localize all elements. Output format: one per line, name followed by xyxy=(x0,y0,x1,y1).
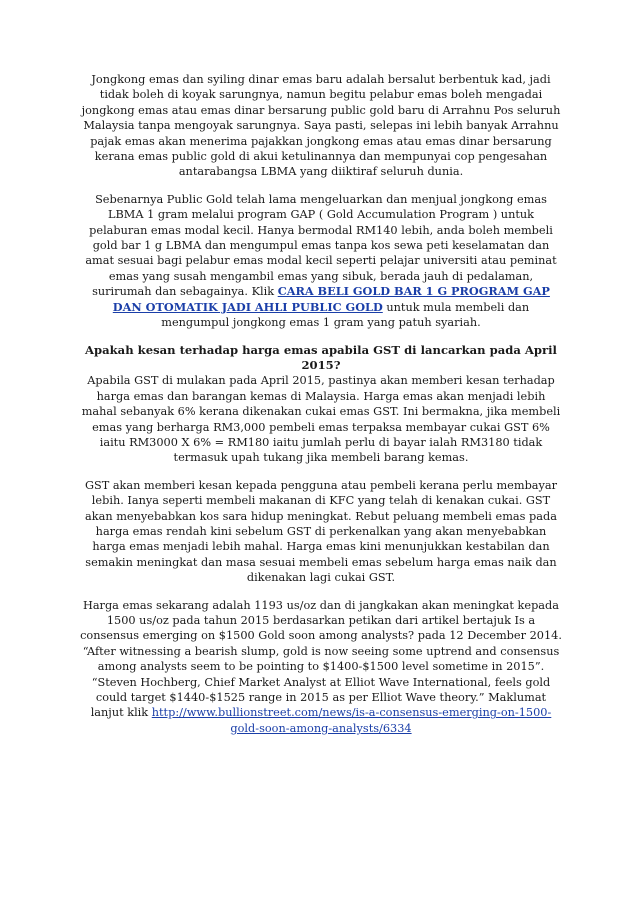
paragraph-gap-program xyxy=(80,192,562,331)
paragraph-gold-price-text: Harga emas sekarang adalah 1193 us/oz dan di jangkakan akan meningkat kepada 1500 us/oz pada tahun 2015 berdasarkan petikan dari artikel bertajuk Is a consensus emerging on $1500 Gold soon among analysts? pada 12 December 2014. “After witnessing a bearish slump, gold is now seeing some uptrend and consensus among analysts seem to be pointing to $1400-$1500 level sometime in 2015”. “Steven Hochberg, Chief Market Analyst at Elliot Wave International, feels gold could target $1440-$1525 range in 2015 as per Elliot Wave theory.” Maklumat lanjut klik xyxy=(80,598,562,720)
document-page xyxy=(80,72,562,748)
paragraph-gst-consumer: GST akan memberi kesan kepada pengguna atau pembeli kerana perlu membayar lebih. Ianya seperti membeli makanan di KFC yang telah di kenakan cukai. GST akan menyebabkan kos sara hidup meningkat. Rebut peluang membeli emas pada harga emas rendah kini sebelum GST di perkenalkan yang akan menyebabkan harga emas menjadi lebih mahal. Harga emas kini menunjukkan kestabilan dan semakin meningkat dan masa sesuai membeli emas sebelum harga emas naik dan dikenakan lagi cukai GST. xyxy=(84,478,558,585)
paragraph-gap-text-end: untuk mula membeli dan mengumpul jongkong emas 1 gram yang patuh syariah. xyxy=(161,300,530,330)
paragraph-gap-text-start: Sebenarnya Public Gold telah lama mengeluarkan dan menjual jongkong emas LBMA 1 gram melalui program GAP ( Gold Accumulation Program ) untuk pelaburan emas modal kecil. Hanya bermodal RM140 lebih, anda boleh membeli gold bar 1 g LBMA dan mengumpul emas tanpa kos sewa peti keselamatan dan amat sesuai bagi pelabur emas modal kecil seperti pelajar universiti atau peminat emas yang susah mengambil emas yang sibuk, berada jauh di pedalaman, surirumah dan sebagainya. Klik xyxy=(85,192,557,299)
bullionstreet-link[interactable]: http://www.bullionstreet.com/news/is-a-consensus-emerging-on-1500-gold-soon-among-analysts/6334 xyxy=(151,706,552,735)
section-heading-gst: Apakah kesan terhadap harga emas apabila GST di lancarkan pada April 2015? xyxy=(85,342,557,372)
gap-program-link[interactable]: CARA BELI GOLD BAR 1 G PROGRAM GAP DAN OTOMATIK JADI AHLI PUBLIC GOLD xyxy=(112,284,550,314)
paragraph-gst-impact: Apabila GST di mulakan pada April 2015, pastinya akan memberi kesan terhadap harga emas dan barangan kemas di Malaysia. Harga emas akan menjadi lebih mahal sebanyak 6% kerana dikenakan cukai emas GST. Ini bermakna, jika membeli emas yang berharga RM3,000 pembeli emas terpaksa membayar cukai GST 6% iaitu RM3000 X 6% = RM180 iaitu jumlah perlu di bayar ialah RM3180 tidak termasuk upah tukang jika membeli barang kemas. xyxy=(81,374,561,465)
paragraph-pajak-emas: Jongkong emas dan syiling dinar emas baru adalah bersalut berbentuk kad, jadi tidak boleh di koyak sarungnya, namun begitu pelabur emas boleh mengadai jongkong emas atau emas dinar bersarung public gold baru di Arrahnu Pos seluruh Malaysia tanpa mengoyak sarungnya. Saya pasti, selepas ini lebih banyak Arrahnu pajak emas akan menerima pajakkan jongkong emas atau emas dinar bersarung kerana emas public gold di akui ketulinannya dan mempunyai cop pengesahan antarabangsa LBMA yang diiktiraf seluruh dunia. xyxy=(81,73,561,179)
paragraph-gold-price xyxy=(80,598,562,737)
